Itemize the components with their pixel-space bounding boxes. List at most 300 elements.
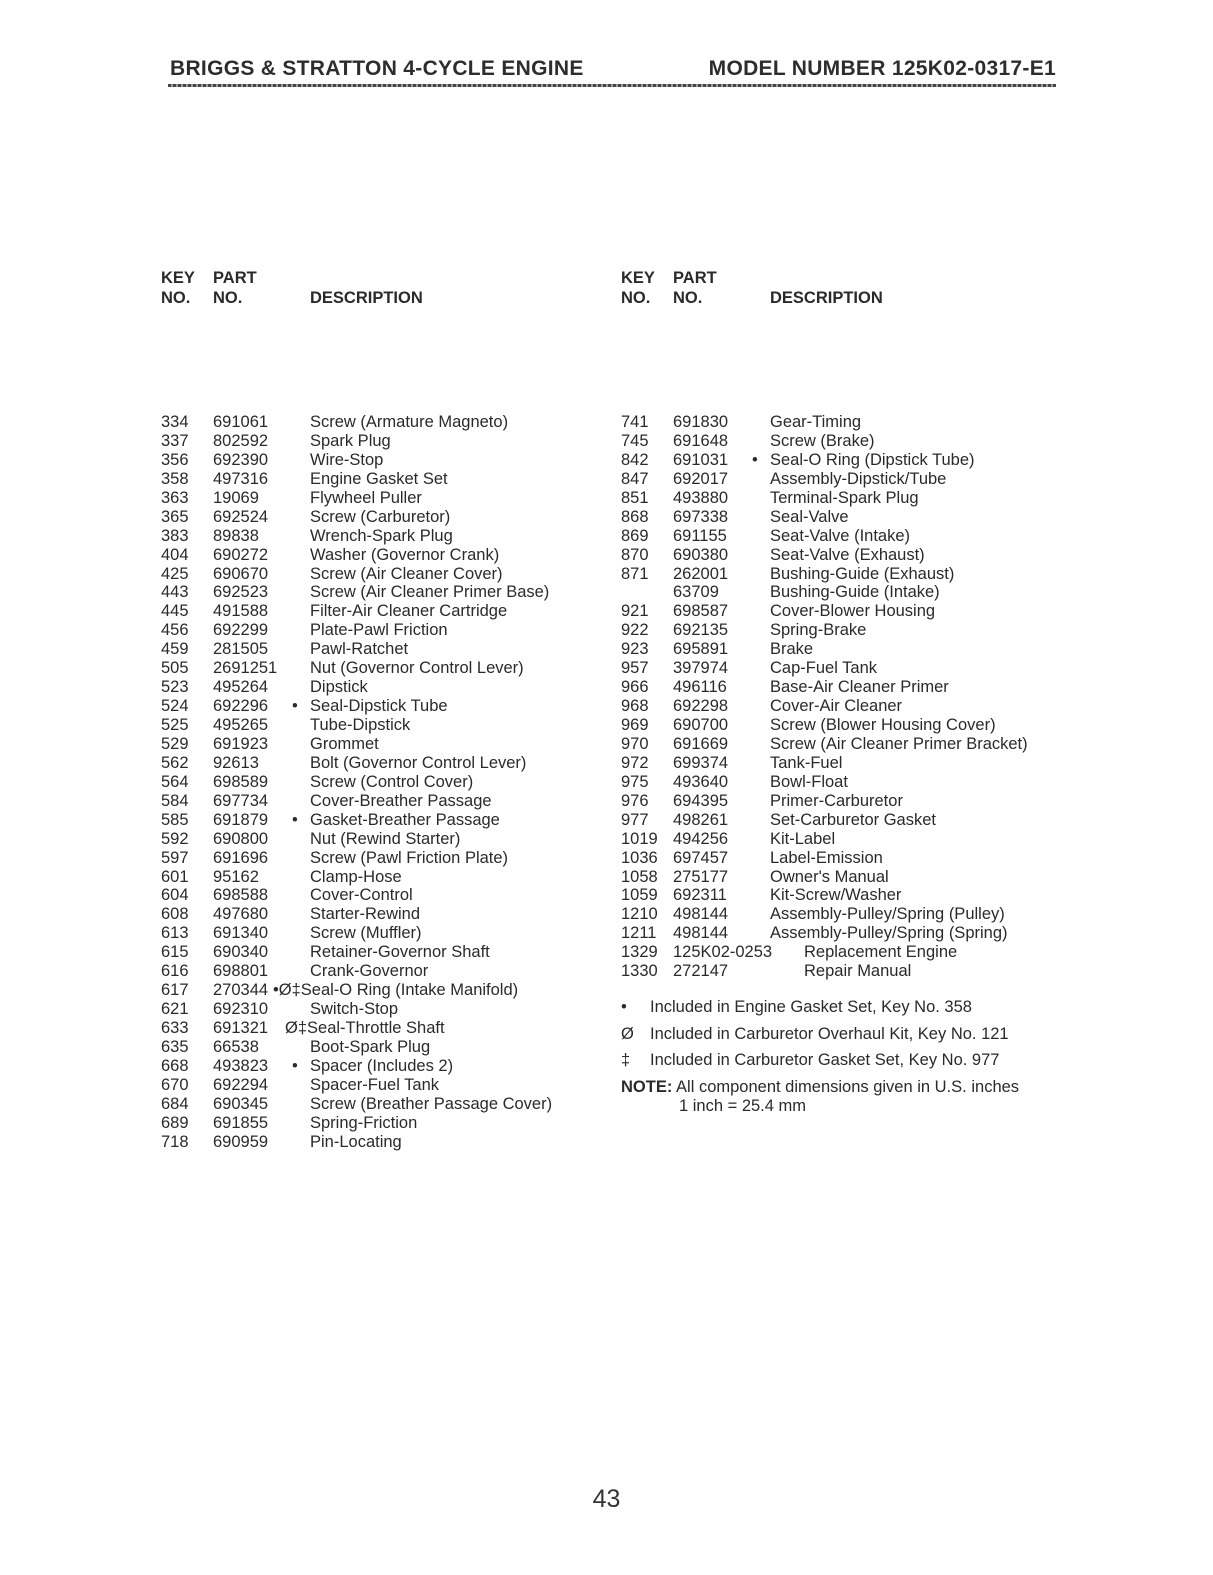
part-description: Crank-Governor bbox=[310, 962, 429, 981]
part-description: Spark Plug bbox=[310, 431, 391, 450]
key-number: 459 bbox=[161, 640, 189, 659]
key-no-header: NO. bbox=[621, 289, 651, 307]
parts-row bbox=[161, 1019, 601, 1038]
part-number: 697734 bbox=[213, 791, 269, 810]
key-number: 1036 bbox=[621, 848, 658, 867]
part-description: Screw (Muffler) bbox=[310, 924, 422, 943]
parts-row bbox=[621, 432, 1061, 451]
parts-row bbox=[161, 678, 601, 697]
part-number: 690670 bbox=[213, 564, 269, 583]
note-label: NOTE: bbox=[621, 1077, 673, 1096]
parts-row bbox=[161, 527, 601, 546]
parts-row bbox=[621, 527, 1061, 546]
part-number: 691669 bbox=[673, 734, 729, 753]
page-number: 43 bbox=[592, 1485, 621, 1513]
parts-row bbox=[621, 905, 1061, 924]
part-number: 495265 bbox=[213, 716, 269, 734]
part-header: PART bbox=[213, 269, 257, 287]
part-number: 89838 bbox=[213, 526, 259, 545]
part-description: Plate-Pawl Friction bbox=[310, 621, 448, 640]
parts-row bbox=[621, 546, 1061, 565]
parts-row bbox=[161, 1057, 601, 1076]
key-number: 868 bbox=[621, 507, 649, 526]
key-number: 745 bbox=[621, 431, 649, 450]
key-number: 972 bbox=[621, 753, 649, 772]
part-number: 95162 bbox=[213, 867, 259, 886]
key-number: 601 bbox=[161, 867, 189, 886]
footnotes bbox=[621, 998, 1061, 1116]
parts-row bbox=[621, 470, 1061, 489]
parts-row bbox=[161, 489, 601, 508]
part-description: Bushing-Guide (Exhaust) bbox=[770, 564, 955, 583]
parts-row bbox=[161, 962, 601, 981]
parts-row bbox=[621, 659, 1061, 678]
parts-row bbox=[621, 451, 1061, 470]
part-number: 397974 bbox=[673, 659, 729, 678]
key-number: 1210 bbox=[621, 905, 658, 924]
parts-row bbox=[161, 451, 601, 470]
parts-row bbox=[621, 868, 1061, 887]
part-number: 691031 bbox=[673, 450, 729, 469]
footnote-text: Included in Carburetor Gasket Set, Key No. 977 bbox=[650, 1051, 1000, 1069]
key-number: 1059 bbox=[621, 886, 658, 905]
key-number: 923 bbox=[621, 640, 649, 659]
model-number: MODEL NUMBER 125K02-0317-E1 bbox=[708, 57, 1056, 80]
parts-row bbox=[621, 583, 1061, 602]
part-description: Ø‡Seal-Throttle Shaft bbox=[285, 1019, 445, 1037]
key-number: 445 bbox=[161, 602, 189, 621]
key-number: 562 bbox=[161, 753, 189, 772]
part-number: 692294 bbox=[213, 1075, 269, 1094]
part-number: 691923 bbox=[213, 734, 269, 753]
part-description: Screw (Air Cleaner Primer Base) bbox=[310, 583, 550, 602]
parts-row bbox=[161, 943, 601, 962]
part-number: 493823 bbox=[213, 1056, 269, 1075]
part-description: Screw (Breather Passage Cover) bbox=[310, 1094, 553, 1113]
key-number: 621 bbox=[161, 1000, 189, 1019]
part-description: Dipstick bbox=[310, 678, 368, 697]
part-number: 691855 bbox=[213, 1113, 269, 1132]
parts-row bbox=[621, 640, 1061, 659]
key-number: 921 bbox=[621, 602, 649, 621]
parts-row bbox=[621, 943, 1061, 962]
part-number: 495264 bbox=[213, 678, 269, 697]
part-description: Cap-Fuel Tank bbox=[770, 659, 878, 678]
parts-row bbox=[161, 583, 601, 602]
part-description: Screw (Air Cleaner Primer Bracket) bbox=[770, 734, 1028, 753]
key-number: 869 bbox=[621, 526, 649, 545]
parts-row bbox=[161, 621, 601, 640]
part-description: Spacer-Fuel Tank bbox=[310, 1075, 440, 1094]
parts-row bbox=[161, 1000, 601, 1019]
key-number: 617 bbox=[161, 981, 189, 1000]
parts-row bbox=[621, 697, 1061, 716]
key-number: 968 bbox=[621, 697, 649, 716]
key-number: 635 bbox=[161, 1037, 189, 1056]
part-description: Tube-Dipstick bbox=[310, 716, 411, 734]
parts-row bbox=[621, 811, 1061, 830]
parts-row bbox=[621, 962, 1061, 981]
part-number: 692310 bbox=[213, 1000, 269, 1019]
part-description: Bushing-Guide (Intake) bbox=[770, 583, 940, 602]
note-text: All component dimensions given in U.S. inches bbox=[676, 1077, 1020, 1096]
key-number: 1329 bbox=[621, 943, 658, 962]
part-description: Kit-Label bbox=[770, 829, 836, 848]
part-number: 692523 bbox=[213, 583, 269, 602]
footnote-gasket-set bbox=[621, 998, 1061, 1025]
part-description: Base-Air Cleaner Primer bbox=[770, 678, 949, 697]
parts-row bbox=[621, 735, 1061, 754]
key-number: 365 bbox=[161, 507, 189, 526]
parts-table-left bbox=[161, 269, 601, 1151]
part-description: Screw (Pawl Friction Plate) bbox=[310, 848, 509, 867]
part-description: Brake bbox=[770, 640, 814, 659]
part-number: 691879 bbox=[213, 810, 269, 829]
part-number: 493880 bbox=[673, 488, 729, 507]
parts-row bbox=[161, 1076, 601, 1095]
part-description: Screw (Air Cleaner Cover) bbox=[310, 564, 503, 583]
part-number: 262001 bbox=[673, 564, 729, 583]
gasket-set-bullet: • bbox=[292, 810, 298, 829]
parts-row bbox=[161, 602, 601, 621]
part-number: 690380 bbox=[673, 545, 729, 564]
key-number: 957 bbox=[621, 659, 649, 678]
key-number: 1211 bbox=[621, 924, 657, 943]
parts-row bbox=[621, 830, 1061, 849]
part-number: 690340 bbox=[213, 943, 269, 962]
parts-row bbox=[161, 1095, 601, 1114]
part-description: Flywheel Puller bbox=[310, 488, 422, 507]
part-description: Seal-Valve bbox=[770, 507, 849, 526]
parts-row bbox=[161, 735, 601, 754]
key-number: 616 bbox=[161, 962, 189, 981]
part-description: Bowl-Float bbox=[770, 772, 848, 791]
part-number: 272147 bbox=[673, 962, 729, 981]
description-header: DESCRIPTION bbox=[770, 289, 883, 307]
parts-row bbox=[161, 773, 601, 792]
part-number: 493640 bbox=[673, 772, 729, 791]
key-number: 604 bbox=[161, 886, 189, 905]
key-number: 404 bbox=[161, 545, 189, 564]
parts-row bbox=[621, 754, 1061, 773]
part-number: 698801 bbox=[213, 962, 269, 981]
footnote-text: Included in Carburetor Overhaul Kit, Key No. 121 bbox=[650, 1024, 1009, 1043]
parts-row bbox=[621, 621, 1061, 640]
part-description: Replacement Engine bbox=[804, 943, 958, 962]
part-number: 802592 bbox=[213, 431, 269, 450]
key-number: 613 bbox=[161, 924, 189, 943]
part-number: 491588 bbox=[213, 602, 269, 621]
parts-row bbox=[621, 678, 1061, 697]
gasket-set-bullet: • bbox=[292, 1056, 298, 1075]
parts-row bbox=[161, 413, 601, 432]
part-description: Terminal-Spark Plug bbox=[770, 488, 919, 507]
key-number: 842 bbox=[621, 450, 649, 469]
part-description: Label-Emission bbox=[770, 848, 883, 867]
part-number: 692311 bbox=[673, 886, 727, 905]
key-number: 585 bbox=[161, 810, 189, 829]
part-description: Wrench-Spark Plug bbox=[310, 526, 453, 545]
part-number: 694395 bbox=[673, 791, 729, 810]
parts-row bbox=[161, 754, 601, 773]
key-header: KEY bbox=[161, 269, 195, 287]
part-number: 691340 bbox=[213, 924, 269, 943]
parts-list-left bbox=[161, 413, 601, 1152]
part-description: Screw (Carburetor) bbox=[310, 507, 451, 526]
key-no-header: NO. bbox=[161, 289, 191, 307]
footnote-carburetor-gasket bbox=[621, 1051, 1061, 1078]
part-description: Repair Manual bbox=[804, 962, 912, 981]
double-dagger-symbol: ‡ bbox=[621, 1051, 631, 1069]
part-number: 690800 bbox=[213, 829, 269, 848]
key-number: 456 bbox=[161, 621, 189, 640]
part-number: 19069 bbox=[213, 488, 259, 507]
parts-row bbox=[621, 792, 1061, 811]
key-number: 977 bbox=[621, 810, 649, 829]
part-number: 692299 bbox=[213, 621, 269, 640]
parts-row bbox=[621, 924, 1061, 943]
part-number: 692524 bbox=[213, 507, 269, 526]
key-number: 633 bbox=[161, 1019, 189, 1037]
part-description: Seal-Dipstick Tube bbox=[310, 697, 448, 716]
key-number: 383 bbox=[161, 526, 189, 545]
key-number: 1019 bbox=[621, 829, 658, 848]
part-number: 692390 bbox=[213, 450, 269, 469]
parts-row bbox=[161, 849, 601, 868]
part-description: Washer (Governor Crank) bbox=[310, 545, 500, 564]
part-description: Cover-Control bbox=[310, 886, 413, 905]
part-description: Retainer-Governor Shaft bbox=[310, 943, 490, 962]
part-number: 690959 bbox=[213, 1132, 269, 1151]
parts-row bbox=[161, 697, 601, 716]
parts-row bbox=[161, 792, 601, 811]
key-number: 584 bbox=[161, 791, 189, 810]
part-description: Seat-Valve (Intake) bbox=[770, 526, 911, 545]
key-number: 966 bbox=[621, 678, 649, 697]
part-description: Pawl-Ratchet bbox=[310, 640, 409, 659]
key-number: 851 bbox=[621, 488, 649, 507]
key-header: KEY bbox=[621, 269, 655, 287]
part-description: Spring-Brake bbox=[770, 621, 867, 640]
part-description: Tank-Fuel bbox=[770, 753, 843, 772]
part-description: Bolt (Governor Control Lever) bbox=[310, 753, 527, 772]
part-number: 2691251 bbox=[213, 659, 278, 678]
parts-row bbox=[161, 640, 601, 659]
part-number: 275177 bbox=[673, 867, 729, 886]
part-description: Nut (Governor Control Lever) bbox=[310, 659, 524, 678]
part-number: 691321 bbox=[213, 1019, 269, 1037]
key-number: 608 bbox=[161, 905, 189, 924]
part-number: 692296 bbox=[213, 697, 269, 716]
key-number: 670 bbox=[161, 1075, 189, 1094]
table-header-right bbox=[621, 269, 1061, 315]
note-conversion: 1 inch = 25.4 mm bbox=[679, 1096, 807, 1115]
part-description: Starter-Rewind bbox=[310, 905, 421, 924]
part-description: Nut (Rewind Starter) bbox=[310, 829, 461, 848]
part-number: 691648 bbox=[673, 431, 729, 450]
parts-row bbox=[621, 508, 1061, 527]
header-rule bbox=[168, 84, 1056, 87]
parts-row bbox=[161, 1114, 601, 1133]
key-number: 922 bbox=[621, 621, 649, 640]
key-number: 870 bbox=[621, 545, 649, 564]
parts-row bbox=[161, 659, 601, 678]
part-number: 496116 bbox=[673, 678, 727, 697]
dimension-note bbox=[621, 1078, 1061, 1116]
key-number: 443 bbox=[161, 583, 189, 602]
parts-row bbox=[621, 602, 1061, 621]
part-description: •Ø‡Seal-O Ring (Intake Manifold) bbox=[273, 981, 519, 1000]
footnote-overhaul-kit bbox=[621, 1025, 1061, 1052]
document-title: BRIGGS & STRATTON 4-CYCLE ENGINE bbox=[170, 57, 584, 80]
parts-row bbox=[161, 924, 601, 943]
key-number: 741 bbox=[621, 413, 649, 431]
parts-row bbox=[621, 565, 1061, 584]
key-number: 363 bbox=[161, 488, 189, 507]
parts-row bbox=[161, 432, 601, 451]
parts-row bbox=[161, 565, 601, 584]
key-number: 564 bbox=[161, 772, 189, 791]
part-description: Seat-Valve (Exhaust) bbox=[770, 545, 925, 564]
part-number: 698589 bbox=[213, 772, 269, 791]
key-number: 524 bbox=[161, 697, 189, 716]
key-number: 525 bbox=[161, 716, 189, 734]
part-number: 498144 bbox=[673, 905, 729, 924]
parts-row bbox=[161, 1133, 601, 1152]
part-number: 497316 bbox=[213, 469, 269, 488]
part-number: 697338 bbox=[673, 507, 729, 526]
parts-row bbox=[161, 981, 601, 1000]
key-number: 976 bbox=[621, 791, 649, 810]
parts-row bbox=[621, 849, 1061, 868]
parts-row bbox=[161, 868, 601, 887]
gasket-set-bullet: • bbox=[752, 450, 758, 469]
part-description: Cover-Breather Passage bbox=[310, 791, 492, 810]
part-description: Cover-Air Cleaner bbox=[770, 697, 903, 716]
parts-row bbox=[161, 830, 601, 849]
part-description: Filter-Air Cleaner Cartridge bbox=[310, 602, 508, 621]
parts-row bbox=[161, 886, 601, 905]
part-description: Screw (Control Cover) bbox=[310, 772, 474, 791]
key-number: 1330 bbox=[621, 962, 658, 981]
parts-list-right bbox=[621, 413, 1061, 981]
part-number: 690272 bbox=[213, 545, 269, 564]
part-number: 270344 bbox=[213, 981, 269, 1000]
part-number: 63709 bbox=[673, 583, 719, 602]
key-number: 970 bbox=[621, 734, 649, 753]
part-number: 690345 bbox=[213, 1094, 269, 1113]
key-number: 689 bbox=[161, 1113, 189, 1132]
key-number: 615 bbox=[161, 943, 189, 962]
parts-row bbox=[621, 413, 1061, 432]
part-number: 697457 bbox=[673, 848, 729, 867]
part-description: Clamp-Hose bbox=[310, 867, 402, 886]
parts-row bbox=[161, 546, 601, 565]
part-description: Switch-Stop bbox=[310, 1000, 399, 1019]
key-number: 718 bbox=[161, 1132, 189, 1151]
parts-row bbox=[621, 716, 1061, 735]
key-number: 425 bbox=[161, 564, 189, 583]
part-number: 692017 bbox=[673, 469, 729, 488]
part-description: Gasket-Breather Passage bbox=[310, 810, 500, 829]
part-no-header: NO. bbox=[213, 289, 243, 307]
parts-table-right bbox=[621, 269, 1061, 981]
part-number: 281505 bbox=[213, 640, 269, 659]
parts-row bbox=[621, 886, 1061, 905]
part-description: Kit-Screw/Washer bbox=[770, 886, 902, 905]
table-header-left bbox=[161, 269, 601, 315]
description-header: DESCRIPTION bbox=[310, 289, 423, 307]
part-number: 699374 bbox=[673, 753, 729, 772]
part-description: Engine Gasket Set bbox=[310, 469, 448, 488]
gasket-set-bullet: • bbox=[292, 697, 298, 716]
footnote-text: Included in Engine Gasket Set, Key No. 358 bbox=[650, 998, 972, 1016]
key-number: 975 bbox=[621, 772, 649, 791]
key-number: 356 bbox=[161, 450, 189, 469]
part-number: 695891 bbox=[673, 640, 729, 659]
part-description: Assembly-Dipstick/Tube bbox=[770, 469, 947, 488]
key-number: 668 bbox=[161, 1056, 189, 1075]
page-header bbox=[168, 55, 1056, 89]
part-description: Owner's Manual bbox=[770, 867, 889, 886]
part-description: Wire-Stop bbox=[310, 450, 384, 469]
part-number: 494256 bbox=[673, 829, 729, 848]
part-number: 690700 bbox=[673, 716, 729, 734]
part-description: Primer-Carburetor bbox=[770, 791, 903, 810]
part-number: 691830 bbox=[673, 413, 729, 431]
key-number: 358 bbox=[161, 469, 189, 488]
part-number: 691155 bbox=[673, 526, 727, 545]
part-description: Screw (Brake) bbox=[770, 431, 875, 450]
parts-row bbox=[161, 470, 601, 489]
key-number: 337 bbox=[161, 431, 189, 450]
key-number: 597 bbox=[161, 848, 189, 867]
part-number: 698587 bbox=[673, 602, 729, 621]
part-description: Cover-Blower Housing bbox=[770, 602, 936, 621]
key-number: 523 bbox=[161, 678, 189, 697]
key-number: 334 bbox=[161, 413, 189, 431]
parts-row bbox=[621, 489, 1061, 508]
parts-row bbox=[161, 905, 601, 924]
part-number: 691696 bbox=[213, 848, 269, 867]
part-description: Seal-O Ring (Dipstick Tube) bbox=[770, 450, 975, 469]
parts-row bbox=[161, 1038, 601, 1057]
key-number: 505 bbox=[161, 659, 189, 678]
parts-row bbox=[161, 716, 601, 735]
part-description: Pin-Locating bbox=[310, 1132, 402, 1151]
part-number: 125K02-0253 bbox=[673, 943, 773, 962]
bullet-symbol: • bbox=[621, 998, 627, 1016]
part-description: Assembly-Pulley/Spring (Pulley) bbox=[770, 905, 1005, 924]
part-number: 698588 bbox=[213, 886, 269, 905]
part-number: 66538 bbox=[213, 1037, 259, 1056]
part-description: Grommet bbox=[310, 734, 379, 753]
part-description: Screw (Armature Magneto) bbox=[310, 413, 509, 431]
part-number: 497680 bbox=[213, 905, 269, 924]
part-number: 692298 bbox=[673, 697, 729, 716]
key-number: 871 bbox=[621, 564, 649, 583]
key-number: 529 bbox=[161, 734, 189, 753]
part-number: 498144 bbox=[673, 924, 729, 943]
key-number: 684 bbox=[161, 1094, 189, 1113]
parts-row bbox=[161, 811, 601, 830]
part-no-header: NO. bbox=[673, 289, 703, 307]
part-number: 92613 bbox=[213, 753, 259, 772]
slashed-o-symbol: Ø bbox=[621, 1024, 634, 1043]
part-header: PART bbox=[673, 269, 717, 287]
part-description: Set-Carburetor Gasket bbox=[770, 810, 936, 829]
part-description: Assembly-Pulley/Spring (Spring) bbox=[770, 924, 1008, 943]
